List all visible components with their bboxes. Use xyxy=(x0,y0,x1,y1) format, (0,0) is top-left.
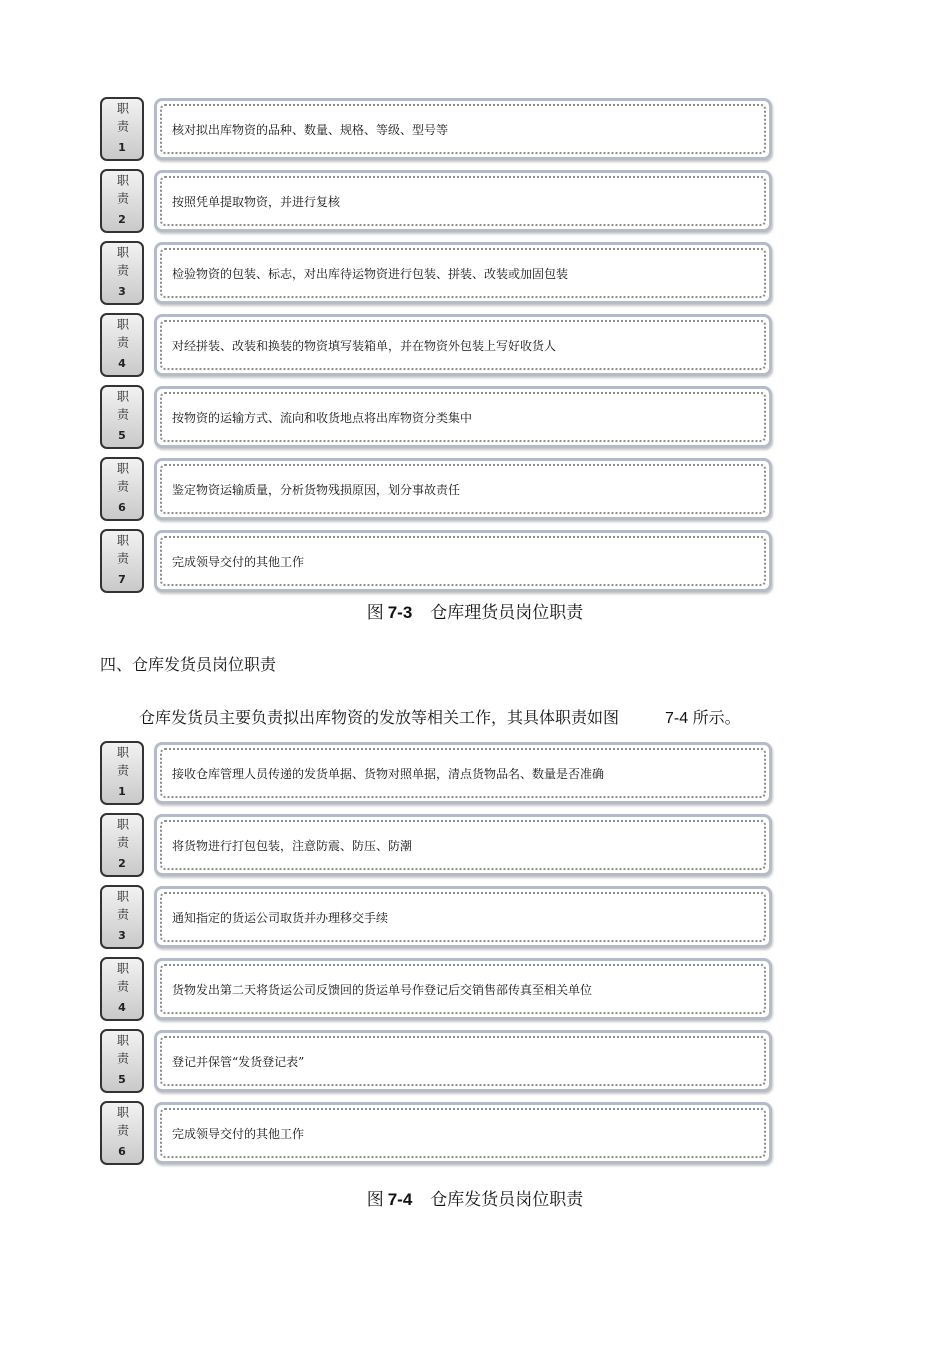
duty-badge xyxy=(100,885,144,949)
duty-badge-label: 职责 xyxy=(115,173,130,210)
duty-row xyxy=(100,957,774,1021)
duty-text: 鉴定物资运输质量，分析货物残损原因，划分事故责任 xyxy=(160,464,766,514)
duty-badge xyxy=(100,529,144,593)
duty-badge xyxy=(100,1101,144,1165)
duty-badge xyxy=(100,241,144,305)
figure-7-4-caption xyxy=(0,1185,950,1210)
duty-box xyxy=(154,530,772,592)
duty-badge-label: 职责 xyxy=(115,961,130,998)
duty-text: 检验物资的包装、标志，对出库待运物资进行包装、拼装、改装或加固包装 xyxy=(160,248,766,298)
caption-prefix: 图 xyxy=(366,603,384,623)
duty-text: 将货物进行打包包装，注意防震、防压、防潮 xyxy=(160,820,766,870)
duty-box xyxy=(154,170,772,232)
duty-badge-label: 职责 xyxy=(115,1105,130,1142)
duty-text: 登记并保管“发货登记表” xyxy=(160,1036,766,1086)
section-paragraph xyxy=(139,705,741,728)
duty-box xyxy=(154,742,772,804)
duty-box xyxy=(154,98,772,160)
figure-7-3-duty-list xyxy=(100,97,774,601)
section-heading: 四、仓库发货员岗位职责 xyxy=(100,655,277,674)
duty-row xyxy=(100,1101,774,1165)
caption-title: 仓库发货员岗位职责 xyxy=(430,1190,584,1210)
duty-badge-label: 职责 xyxy=(115,317,130,354)
figure-7-4-duty-list xyxy=(100,741,774,1173)
duty-text: 接收仓库管理人员传递的发货单据、货物对照单据，清点货物品名、数量是否准确 xyxy=(160,748,766,798)
duty-text: 货物发出第二天将货运公司反馈回的货运单号作登记后交销售部传真至相关单位 xyxy=(160,964,766,1014)
duty-badge xyxy=(100,813,144,877)
duty-badge xyxy=(100,385,144,449)
paragraph-text: 仓库发货员主要负责拟出库物资的发放等相关工作，其具体职责如图 xyxy=(139,708,620,727)
duty-box xyxy=(154,458,772,520)
duty-row xyxy=(100,457,774,521)
duty-row xyxy=(100,813,774,877)
duty-row xyxy=(100,885,774,949)
duty-badge xyxy=(100,169,144,233)
caption-prefix: 图 xyxy=(366,1190,384,1210)
duty-badge-number: 4 xyxy=(118,356,126,370)
duty-badge-label: 职责 xyxy=(115,461,130,498)
duty-box xyxy=(154,386,772,448)
caption-title: 仓库理货员岗位职责 xyxy=(430,603,584,623)
duty-text: 完成领导交付的其他工作 xyxy=(160,536,766,586)
duty-badge-number: 3 xyxy=(118,928,126,942)
caption-figure-number: 7-4 xyxy=(387,1190,413,1209)
figure-7-3-caption xyxy=(0,598,950,623)
duty-box xyxy=(154,814,772,876)
caption-figure-number: 7-3 xyxy=(387,603,413,622)
duty-row xyxy=(100,385,774,449)
duty-badge-number: 1 xyxy=(118,140,126,154)
duty-text: 按物资的运输方式、流向和收货地点将出库物资分类集中 xyxy=(160,392,766,442)
duty-badge-number: 2 xyxy=(118,856,126,870)
duty-text: 通知指定的货运公司取货并办理移交手续 xyxy=(160,892,766,942)
duty-badge-label: 职责 xyxy=(115,889,130,926)
duty-badge xyxy=(100,97,144,161)
duty-badge-label: 职责 xyxy=(115,389,130,426)
duty-box xyxy=(154,958,772,1020)
duty-box xyxy=(154,886,772,948)
duty-badge-number: 5 xyxy=(118,1072,126,1086)
duty-box xyxy=(154,1102,772,1164)
duty-badge-number: 2 xyxy=(118,212,126,226)
duty-row xyxy=(100,97,774,161)
duty-badge-number: 6 xyxy=(118,1144,126,1158)
duty-badge xyxy=(100,741,144,805)
duty-badge xyxy=(100,1029,144,1093)
duty-badge-label-1: 职责 xyxy=(115,101,130,138)
duty-badge xyxy=(100,457,144,521)
paragraph-figure-ref: 7-4 所示。 xyxy=(665,710,741,727)
duty-badge-number: 6 xyxy=(118,500,126,514)
duty-box xyxy=(154,1030,772,1092)
duty-row xyxy=(100,741,774,805)
duty-box xyxy=(154,242,772,304)
duty-badge-number: 3 xyxy=(118,284,126,298)
duty-badge-number: 4 xyxy=(118,1000,126,1014)
duty-badge-number: 7 xyxy=(118,572,126,586)
duty-row xyxy=(100,169,774,233)
duty-badge-number: 1 xyxy=(118,784,126,798)
duty-text: 对经拼装、改装和换装的物资填写装箱单，并在物资外包装上写好收货人 xyxy=(160,320,766,370)
duty-row xyxy=(100,241,774,305)
duty-badge xyxy=(100,313,144,377)
duty-badge-number: 5 xyxy=(118,428,126,442)
duty-badge-label: 职责 xyxy=(115,245,130,282)
duty-row xyxy=(100,529,774,593)
duty-text: 完成领导交付的其他工作 xyxy=(160,1108,766,1158)
duty-text: 按照凭单提取物资，并进行复核 xyxy=(160,176,766,226)
duty-badge-label: 职责 xyxy=(115,1033,130,1070)
duty-badge-label: 职责 xyxy=(115,745,130,782)
duty-badge-label: 职责 xyxy=(115,533,130,570)
duty-box xyxy=(154,314,772,376)
duty-row xyxy=(100,1029,774,1093)
duty-badge xyxy=(100,957,144,1021)
duty-badge-label: 职责 xyxy=(115,817,130,854)
duty-text: 核对拟出库物资的品种、数量、规格、等级、型号等 xyxy=(160,104,766,154)
duty-row xyxy=(100,313,774,377)
